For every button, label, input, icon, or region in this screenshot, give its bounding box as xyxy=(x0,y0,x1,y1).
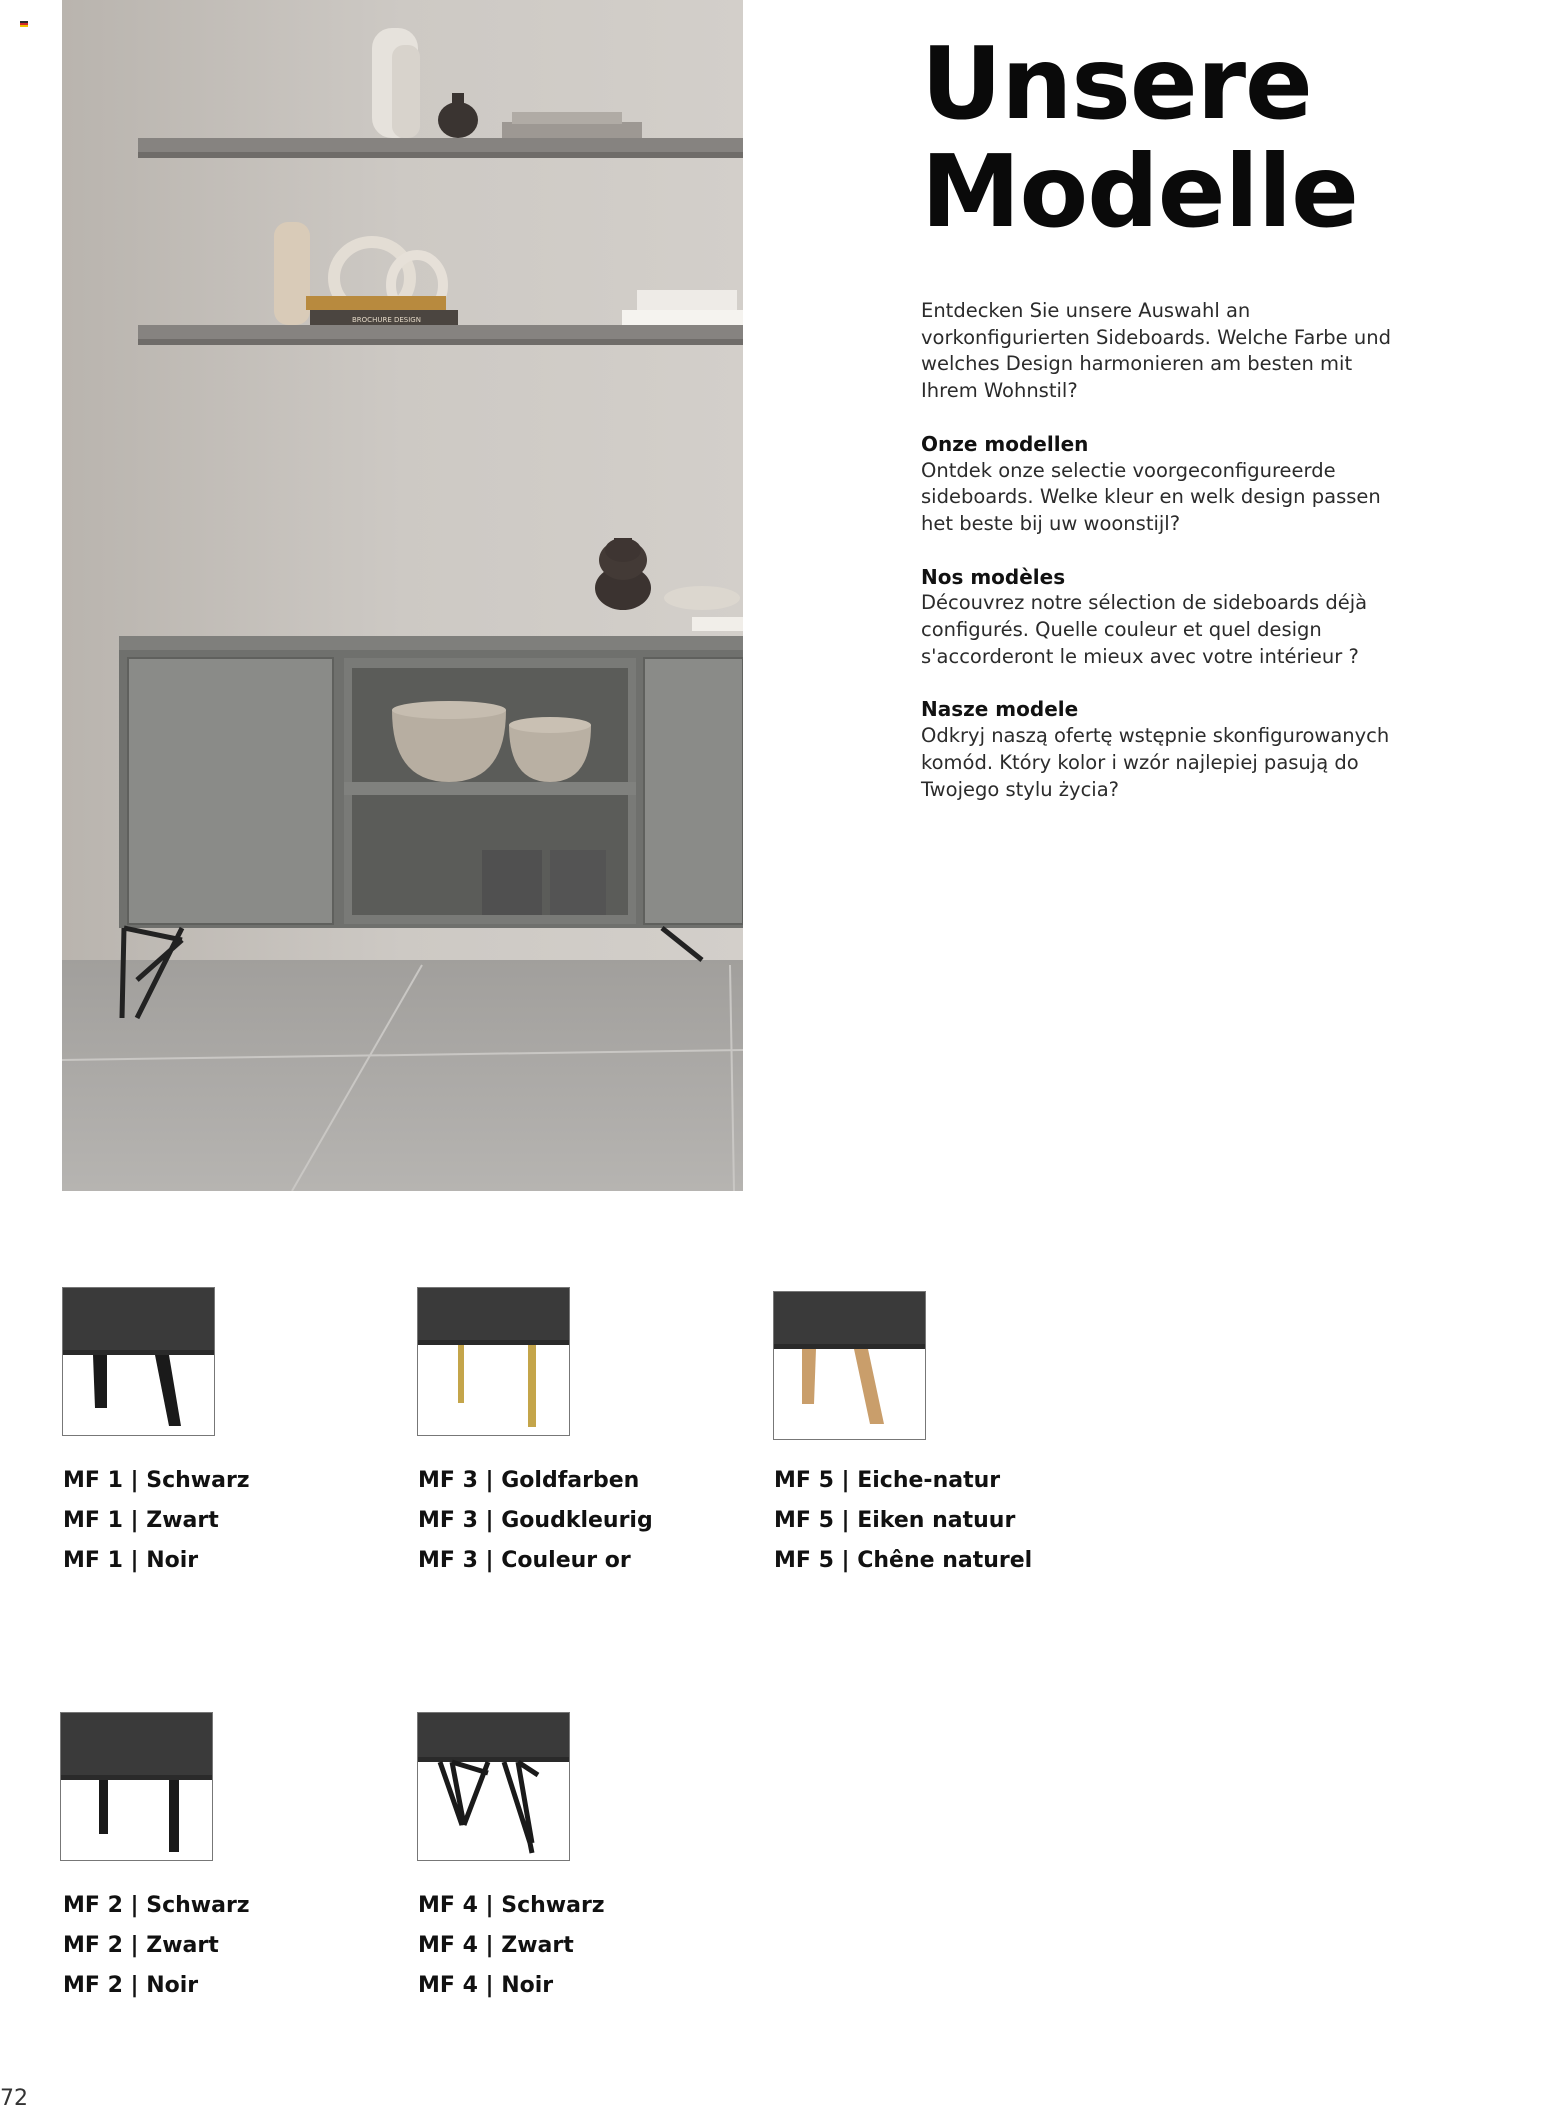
mf2-legs-thumbnail xyxy=(60,1712,213,1861)
straight-angled-black-legs-icon xyxy=(63,1288,214,1435)
hero-photo xyxy=(62,0,743,1191)
intro-block-nl xyxy=(921,431,1391,538)
variant-label: MF 2 | Zwart xyxy=(63,1933,219,1958)
book-spine-text: BROCHURE DESIGN xyxy=(352,316,421,324)
mf1-legs-thumbnail xyxy=(62,1287,215,1436)
intro-text-pl: Odkryj naszą ofertę wstępnie skonfigurowanych komód. Który kolor i wzór najlepiej pasują do Twojego stylu życia? xyxy=(921,724,1390,801)
intro-heading-fr: Nos modèles xyxy=(921,564,1066,589)
mf2-labels xyxy=(63,1886,250,2006)
page-title xyxy=(921,25,1358,250)
variant-label: MF 1 | Zwart xyxy=(63,1508,219,1533)
variant-label: MF 5 | Eiche-natur xyxy=(774,1468,1001,1493)
variant-label: MF 2 | Noir xyxy=(63,1973,199,1998)
flag-stripe xyxy=(20,25,28,27)
intro-block-de xyxy=(921,298,1391,405)
intro-heading-pl: Nasze modele xyxy=(921,697,1079,722)
variant-label: MF 3 | Goudkleurig xyxy=(418,1508,653,1533)
variant-label: MF 1 | Schwarz xyxy=(63,1468,250,1493)
angled-oak-legs-icon xyxy=(774,1292,925,1439)
intro-block-pl xyxy=(921,696,1391,803)
title-line: Modelle xyxy=(921,133,1358,250)
variant-label: MF 1 | Noir xyxy=(63,1548,199,1573)
variant-label: MF 4 | Schwarz xyxy=(418,1893,605,1918)
mf5-legs-thumbnail xyxy=(773,1291,926,1440)
mf4-labels xyxy=(418,1886,605,2006)
variant-label: MF 5 | Chêne naturel xyxy=(774,1548,1033,1573)
variant-label: MF 2 | Schwarz xyxy=(63,1893,250,1918)
intro-text-fr: Découvrez notre sélection de sideboards déjà configurés. Quelle couleur et quel design s'accorderont le mieux avec votre intérieur ? xyxy=(921,591,1368,668)
variant-label: MF 5 | Eiken natuur xyxy=(774,1508,1016,1533)
variant-label: MF 4 | Noir xyxy=(418,1973,554,1998)
intro-text xyxy=(921,298,1391,829)
mf3-labels xyxy=(418,1461,653,1581)
variant-label: MF 4 | Zwart xyxy=(418,1933,574,1958)
mf1-labels xyxy=(63,1461,250,1581)
straight-black-legs-icon xyxy=(61,1713,212,1860)
intro-heading-nl: Onze modellen xyxy=(921,431,1089,456)
intro-text-de: Entdecken Sie unsere Auswahl an vorkonfigurierten Sideboards. Welche Farbe und welches Design harmonieren am besten mit Ihrem Wohnstil? xyxy=(921,299,1391,403)
page-number: 72 xyxy=(0,2086,28,2111)
mf5-labels xyxy=(774,1461,1032,1581)
intro-text-nl: Ontdek onze selectie voorgeconfigureerde sideboards. Welke kleur en welk design passen het beste bij uw woonstijl? xyxy=(921,458,1381,535)
title-line: Unsere xyxy=(921,25,1312,142)
intro-block-fr xyxy=(921,564,1391,671)
variant-label: MF 3 | Goldfarben xyxy=(418,1468,640,1493)
mf4-legs-thumbnail xyxy=(417,1712,570,1861)
variant-label: MF 3 | Couleur or xyxy=(418,1548,631,1573)
thin-gold-legs-icon xyxy=(418,1288,569,1435)
black-metal-frame-legs-icon xyxy=(418,1713,569,1860)
mf3-legs-thumbnail xyxy=(417,1287,570,1436)
flag-icon xyxy=(20,21,28,27)
